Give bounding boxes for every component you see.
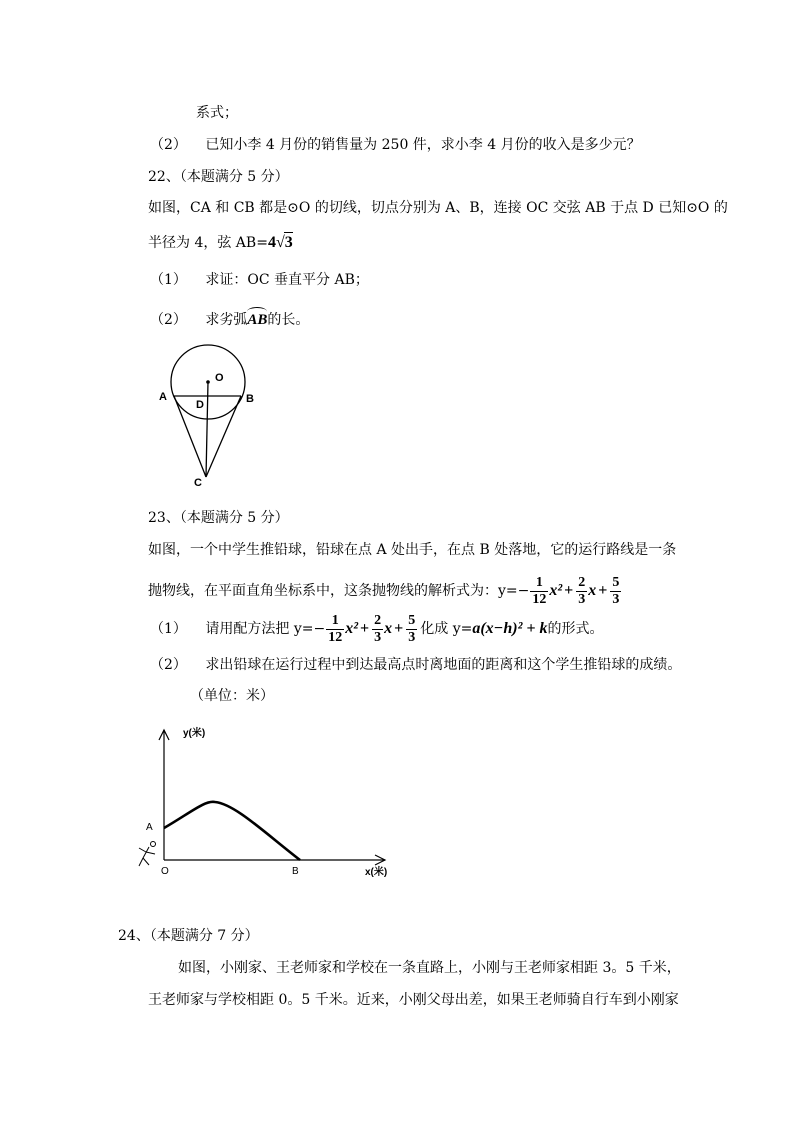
frac-numerator: 2 bbox=[578, 574, 586, 590]
point-a-label: A bbox=[146, 822, 153, 833]
q21-part2 bbox=[150, 135, 641, 155]
label-d: D bbox=[196, 399, 204, 411]
term-x-squared: x² bbox=[345, 620, 358, 637]
q21-continuation: 系式； bbox=[196, 105, 238, 121]
q24-line2: 王老师家与学校相距 0。5 千米。近来，小刚父母出差，如果王老师骑自行车到小刚家 bbox=[148, 992, 679, 1008]
frac-1-12 bbox=[530, 575, 548, 608]
frac-5-3 bbox=[406, 613, 417, 646]
q22-part1-number: （1） bbox=[150, 272, 187, 288]
label-a: A bbox=[159, 391, 167, 403]
q23-part1-mid: 化成 y= bbox=[420, 621, 473, 637]
frac-1-12 bbox=[326, 613, 344, 646]
q23-header: 23、（本题满分 5 分） bbox=[148, 510, 289, 526]
label-c: C bbox=[194, 477, 202, 489]
frac-numerator: 1 bbox=[530, 575, 548, 592]
plus-sign: + bbox=[598, 582, 608, 599]
q22-line2 bbox=[148, 232, 293, 253]
q23-part1 bbox=[150, 612, 604, 646]
term-x: x bbox=[384, 620, 393, 637]
frac-numerator: 5 bbox=[612, 574, 620, 590]
y-axis-label: y(米) bbox=[183, 728, 206, 739]
sqrt-symbol: √ bbox=[275, 234, 285, 251]
q21-part2-text: 已知小李 4 月份的销售量为 250 件，求小李 4 月份的收入是多少元？ bbox=[205, 137, 641, 153]
frac-denominator: 12 bbox=[532, 591, 547, 607]
plus-sign: + bbox=[564, 582, 574, 599]
tangent-circle-figure bbox=[150, 340, 270, 490]
q23-unit: （单位：米） bbox=[190, 688, 274, 704]
center-point-o bbox=[206, 380, 210, 384]
frac-numerator: 1 bbox=[326, 613, 344, 630]
frac-2-3 bbox=[576, 575, 587, 608]
frac-denominator: 3 bbox=[374, 629, 382, 645]
q23-part2-text: 求出铅球在运行过程中到达最高点时离地面的距离和这个学生推铅球的成绩。 bbox=[205, 657, 682, 673]
q22-part2-number: （2） bbox=[150, 312, 187, 328]
frac-denominator: 3 bbox=[612, 591, 620, 607]
frac-2-3 bbox=[372, 613, 383, 646]
frac-denominator: 12 bbox=[328, 629, 343, 645]
point-b-label: B bbox=[292, 866, 299, 877]
q22-part2-prefix: 求劣弧 bbox=[205, 312, 248, 328]
frac-denominator: 3 bbox=[408, 629, 416, 645]
frac-5-3 bbox=[610, 575, 621, 608]
vertex-form: a(x−h)² + k bbox=[472, 620, 548, 637]
q22-part1 bbox=[150, 270, 369, 290]
plus-sign: + bbox=[360, 620, 370, 637]
q23-part1-prefix: 请用配方法把 y=− bbox=[205, 621, 326, 637]
plus-sign: + bbox=[394, 620, 404, 637]
trajectory-graph bbox=[135, 718, 415, 883]
arc-ab-label: AB bbox=[247, 312, 268, 328]
q23-line1: 如图，一个中学生推铅球，铅球在点 A 处出手，在点 B 处落地，它的运行路线是一条 bbox=[148, 542, 677, 558]
frac-numerator: 2 bbox=[374, 612, 382, 628]
q22-line1: 如图，CA 和 CB 都是⊙O 的切线，切点分别为 A、B，连接 OC 交弦 AB 于点 D 已知⊙O 的 bbox=[148, 200, 728, 216]
label-b: B bbox=[246, 393, 254, 405]
frac-denominator: 3 bbox=[578, 591, 586, 607]
q24-header: 24、（本题满分 7 分） bbox=[118, 928, 259, 944]
q23-line2 bbox=[148, 574, 622, 608]
q22-part1-text: 求证：OC 垂直平分 AB； bbox=[205, 272, 369, 288]
q23-part1-suffix: 的形式。 bbox=[547, 621, 604, 637]
q23-line2-text: 抛物线，在平面直角坐标系中，这条抛物线的解析式为：y=− bbox=[148, 583, 530, 599]
q22-part2-suffix: 的长。 bbox=[267, 312, 310, 328]
chord-length bbox=[268, 234, 293, 251]
chord-radicand: 3 bbox=[284, 234, 293, 251]
x-axis-label: x(米) bbox=[365, 867, 388, 878]
tangent-cb bbox=[206, 396, 241, 477]
q22-part2 bbox=[150, 310, 309, 330]
term-x-squared: x² bbox=[549, 582, 563, 599]
q23-part1-number: （1） bbox=[150, 621, 187, 637]
label-o: O bbox=[215, 372, 224, 384]
trajectory-curve bbox=[164, 802, 300, 860]
q22-header: 22、（本题满分 5 分） bbox=[148, 169, 289, 185]
q24-line1: 如图，小刚家、王老师家和学校在一条直路上，小刚与王老师家相距 3。5 千米， bbox=[178, 960, 681, 976]
q23-part2 bbox=[150, 655, 681, 675]
student-figure-icon bbox=[139, 842, 156, 867]
frac-numerator: 5 bbox=[408, 612, 416, 628]
q21-part2-number: （2） bbox=[150, 137, 187, 153]
q23-part2-number: （2） bbox=[150, 657, 187, 673]
chord-coefficient: 4 bbox=[267, 234, 276, 251]
term-x: x bbox=[588, 582, 597, 599]
origin-label: O bbox=[161, 866, 169, 877]
q22-line2-text: 半径为 4，弦 AB= bbox=[148, 235, 268, 251]
